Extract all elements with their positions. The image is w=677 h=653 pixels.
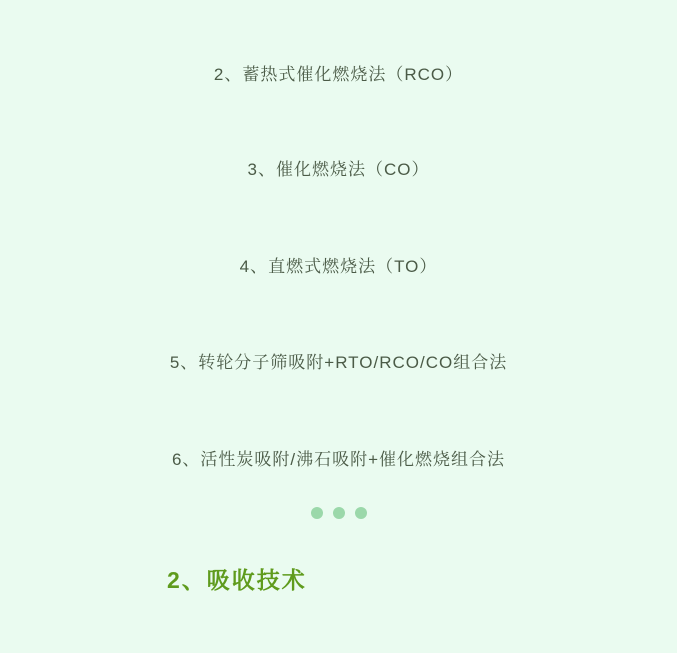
method-line-co: 3、催化燃烧法（CO） — [247, 160, 430, 179]
dot-icon — [333, 507, 345, 519]
dot-icon — [311, 507, 323, 519]
method-line-rco: 2、蓄热式催化燃烧法（RCO） — [213, 65, 464, 84]
section-heading-absorption: 2、吸收技术 — [167, 567, 307, 593]
method-line-to: 4、直燃式燃烧法（TO） — [239, 257, 438, 276]
dots-separator — [0, 507, 677, 519]
method-line-rotor-combination: 5、转轮分子筛吸附+RTO/RCO/CO组合法 — [169, 353, 508, 372]
method-line-carbon-combination: 6、活性炭吸附/沸石吸附+催化燃烧组合法 — [171, 450, 506, 469]
dot-icon — [355, 507, 367, 519]
